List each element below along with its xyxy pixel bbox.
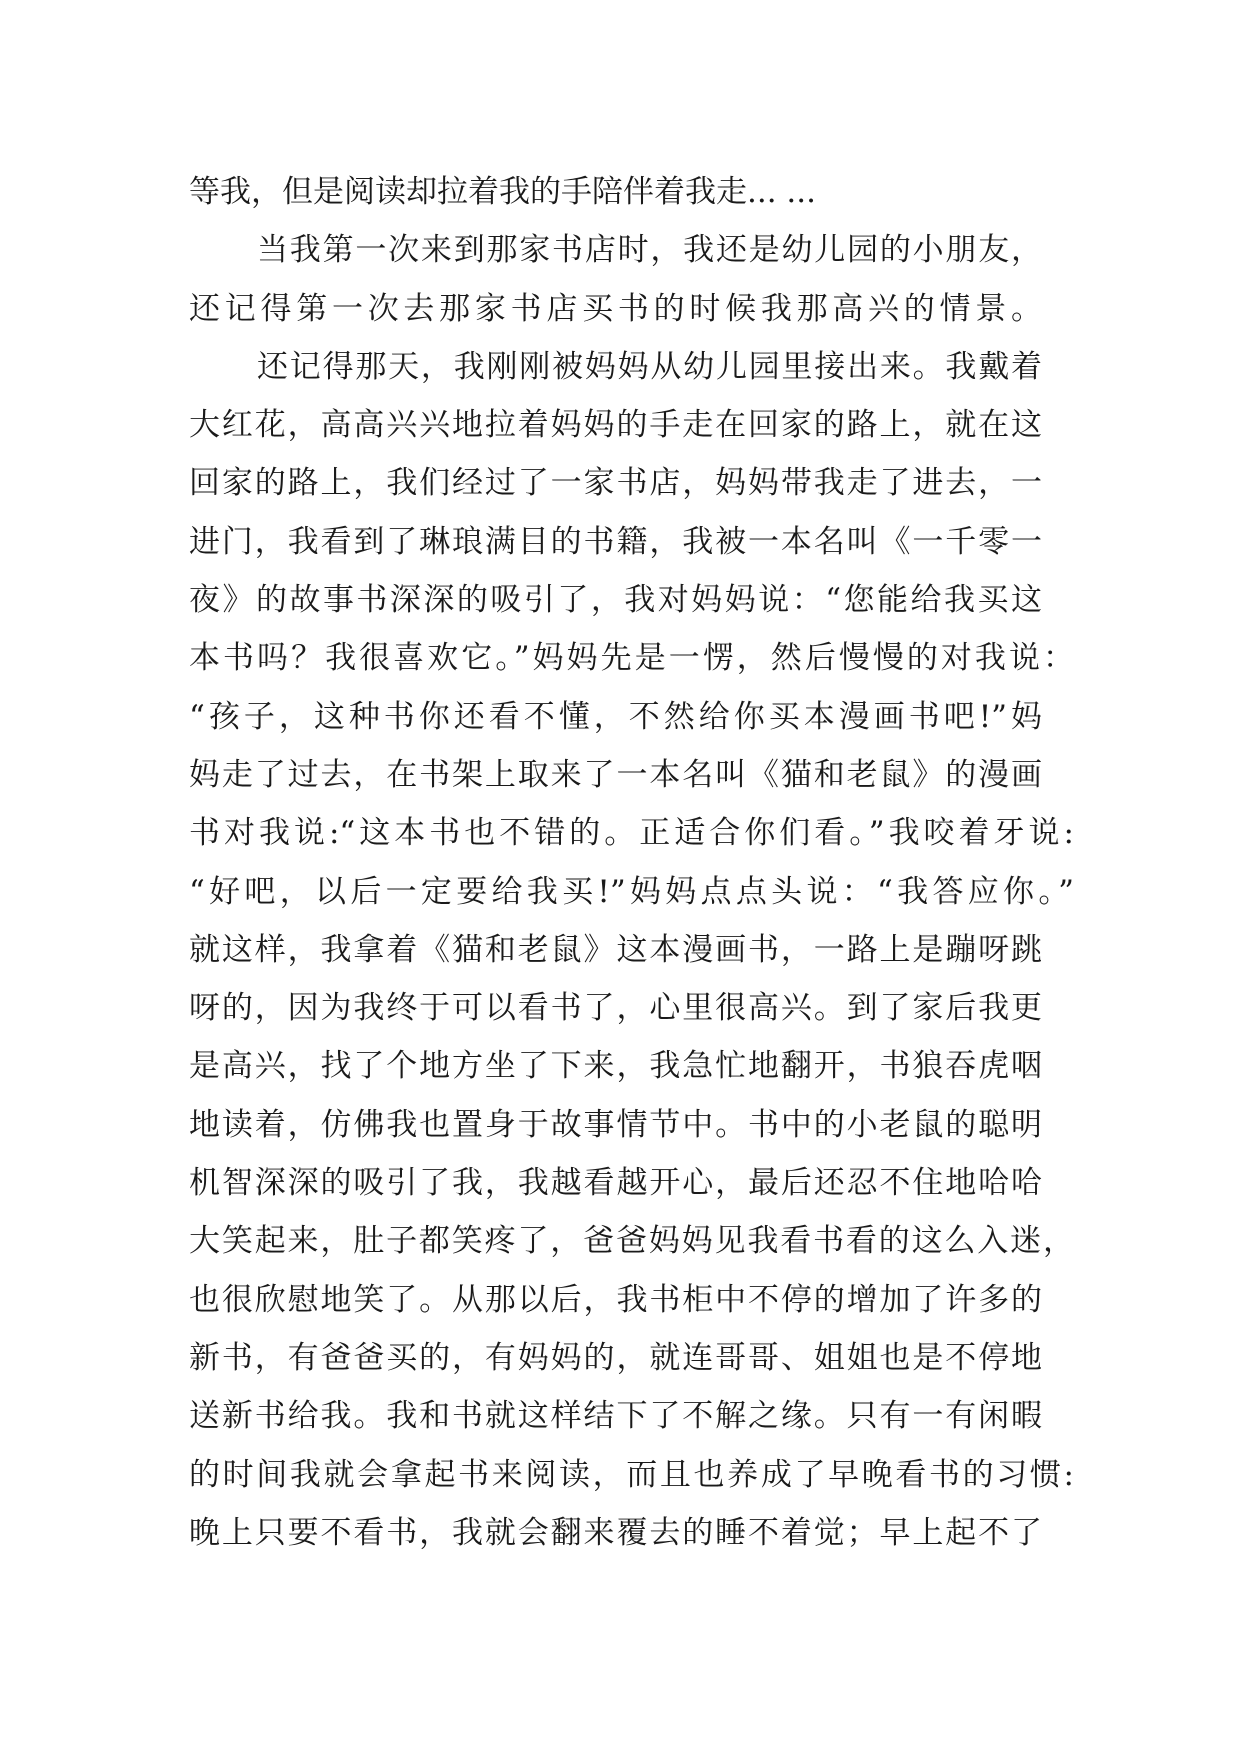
text-line: 大笑起来，肚子都笑疼了，爸爸妈妈见我看书看的这么入迷， [189,1223,1074,1260]
text-line: 还记得第一次去那家书店买书的时候我那高兴的情景。 [189,290,1042,327]
text-line: 妈走了过去，在书架上取来了一本名叫《猫和老鼠》的漫画 [189,756,1042,793]
text-line: “好吧，以后一定要给我买!”妈妈点点头说：“我答应你。” [189,873,1074,910]
text-line: 呀的，因为我终于可以看书了，心里很高兴。到了家后我更 [189,990,1042,1027]
text-line: 回家的路上，我们经过了一家书店，妈妈带我走了进去，一 [189,465,1042,502]
text-line: 地读着，仿佛我也置身于故事情节中。书中的小老鼠的聪明 [189,1106,1042,1143]
text-line: 书对我说:“这本书也不错的。正适合你们看。”我咬着牙说: [189,815,1074,852]
text-line: 进门，我看到了琳琅满目的书籍，我被一本名叫《一千零一 [189,523,1042,560]
text-line: 新书，有爸爸买的，有妈妈的，就连哥哥、姐姐也是不停地 [189,1339,1042,1376]
paragraph-first-line: 当我第一次来到那家书店时，我还是幼儿园的小朋友， [257,232,1042,269]
text-line: “孩子，这种书你还看不懂，不然给你买本漫画书吧!”妈 [189,698,1042,735]
text-line: 就这样，我拿着《猫和老鼠》这本漫画书，一路上是蹦呀跳 [189,931,1042,968]
paragraph-first-line: 还记得那天，我刚刚被妈妈从幼儿园里接出来。我戴着 [257,348,1042,385]
body-text [189,163,1089,1562]
text-line: 的时间我就会拿起书来阅读，而且也养成了早晚看书的习惯: [189,1456,1074,1493]
text-line: 等我，但是阅读却拉着我的手陪伴着我走... ... [189,174,816,210]
text-line: 机智深深的吸引了我，我越看越开心，最后还忍不住地哈哈 [189,1165,1042,1202]
text-line: 是高兴，找了个地方坐了下来，我急忙地翻开，书狼吞虎咽 [189,1048,1042,1085]
text-line: 大红花，高高兴兴地拉着妈妈的手走在回家的路上，就在这 [189,407,1042,444]
text-line: 也很欣慰地笑了。从那以后，我书柜中不停的增加了许多的 [189,1281,1042,1318]
text-line: 送新书给我。我和书就这样结下了不解之缘。只有一有闲暇 [189,1398,1042,1435]
text-line: 晚上只要不看书，我就会翻来覆去的睡不着觉；早上起不了 [189,1514,1042,1551]
text-line: 本书吗？我很喜欢它。”妈妈先是一愣，然后慢慢的对我说： [189,640,1074,677]
text-line: 夜》的故事书深深的吸引了，我对妈妈说：“您能给我买这 [189,582,1042,619]
